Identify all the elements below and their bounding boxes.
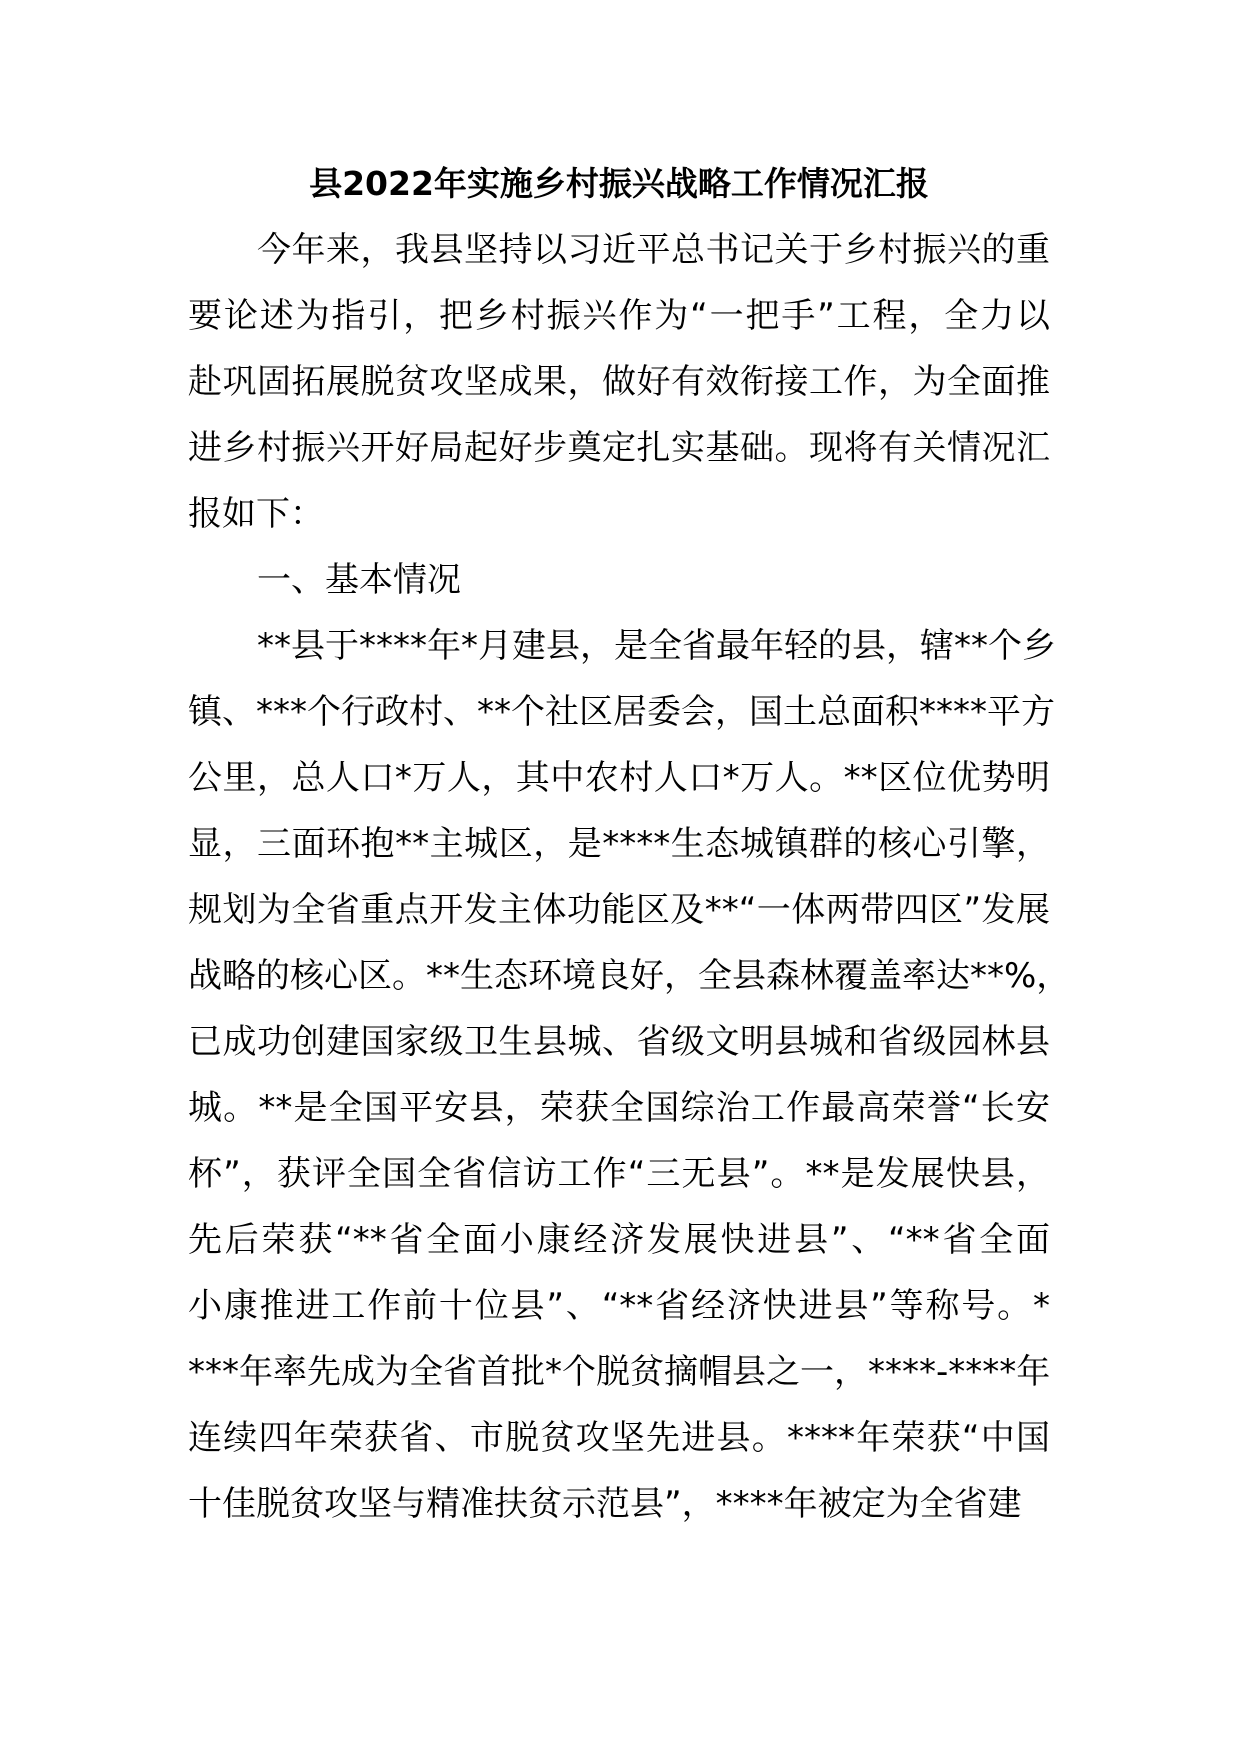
text-line: 要论述为指引，把乡村振兴作为“一把手”工程，全力以 — [188, 296, 1050, 336]
text-line: 连续四年荣获省、市脱贫攻坚先进县。****年荣获“中国 — [188, 1418, 1050, 1458]
text-line: 已成功创建国家级卫生县城、省级文明县城和省级园林县 — [188, 1022, 1050, 1062]
section-heading — [188, 547, 1050, 613]
text-line: 今年来，我县坚持以习近平总书记关于乡村振兴的重 — [257, 230, 1050, 270]
text-line: 战略的核心区。**生态环境良好，全县森林覆盖率达**%， — [188, 956, 1071, 996]
text-line: 赴巩固拓展脱贫攻坚成果，做好有效衔接工作，为全面推 — [188, 362, 1050, 402]
text-line: ***年率先成为全省首批*个脱贫摘帽县之一，****-****年 — [188, 1352, 1051, 1392]
text-line: 小康推进工作前十位县”、“**省经济快进县”等称号。* — [188, 1286, 1050, 1326]
text-line: 公里，总人口*万人，其中农村人口*万人。**区位优势明 — [188, 758, 1050, 798]
document-body — [188, 217, 1071, 1537]
text-line: 报如下： — [188, 494, 324, 534]
paragraph — [188, 613, 1071, 1537]
text-line: 显，三面环抱**主城区，是****生态城镇群的核心引擎， — [188, 824, 1050, 864]
text-line: 进乡村振兴开好局起好步奠定扎实基础。现将有关情况汇 — [188, 428, 1050, 468]
text-line: 十佳脱贫攻坚与精准扶贫示范县”，****年被定为全省建 — [188, 1484, 1022, 1524]
text-line: 一、基本情况 — [257, 560, 461, 600]
text-line: 杯”，获评全国全省信访工作“三无县”。**是发展快县， — [188, 1154, 1050, 1194]
document-title: 县2022年实施乡村振兴战略工作情况汇报 — [309, 164, 929, 203]
text-line: 城。**是全国平安县，荣获全国综治工作最高荣誉“长安 — [188, 1088, 1050, 1128]
paragraph — [188, 217, 1050, 547]
text-line: 先后荣获“**省全面小康经济发展快进县”、“**省全面 — [188, 1220, 1050, 1260]
document-page — [188, 151, 1071, 1537]
text-line: 规划为全省重点开发主体功能区及**“一体两带四区”发展 — [188, 890, 1050, 930]
text-line: 镇、***个行政村、**个社区居委会，国土总面积****平方 — [188, 692, 1055, 732]
text-line: **县于****年*月建县，是全省最年轻的县，辖**个乡 — [257, 626, 1056, 666]
